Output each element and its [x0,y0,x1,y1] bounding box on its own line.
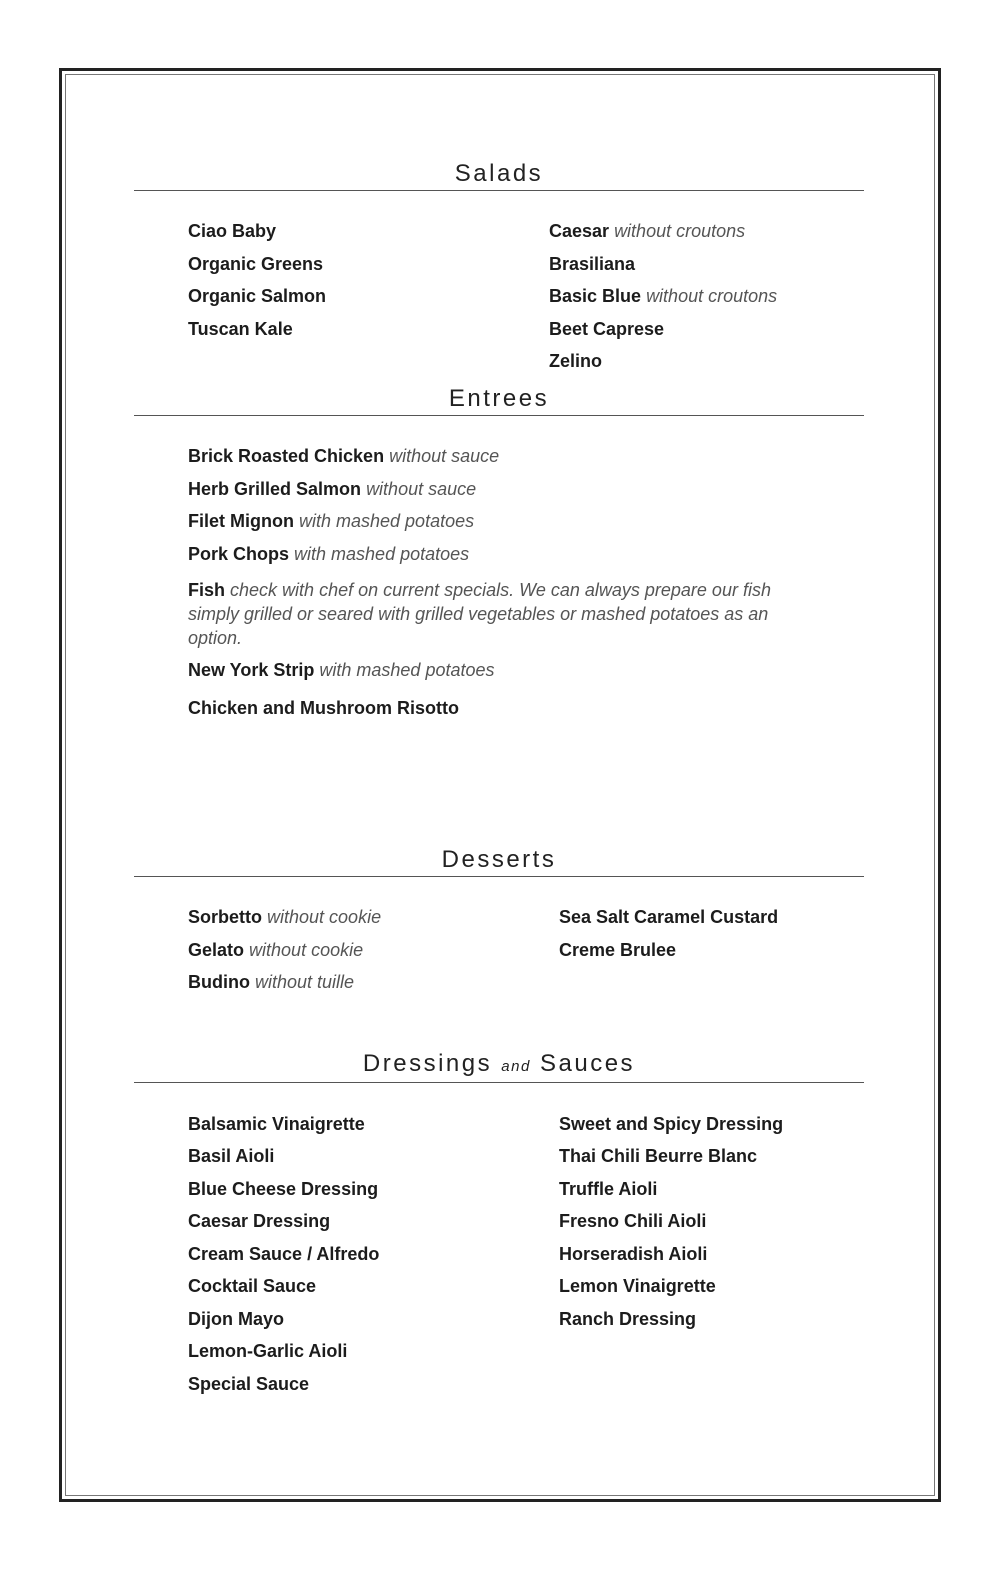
item-name: Ciao Baby [188,221,277,241]
menu-item [188,660,495,681]
item-name: Caesar Dressing [188,1211,331,1231]
menu-item [549,221,745,242]
item-name: Tuscan Kale [188,319,293,339]
menu-item [559,1114,783,1135]
menu-item [188,479,476,500]
item-name: Dijon Mayo [188,1309,285,1329]
item-name: Pork Chops [188,544,290,564]
item-note: without croutons [646,286,778,306]
item-name: Fish [188,580,226,600]
item-name: Lemon Vinaigrette [559,1276,716,1296]
item-name: Cocktail Sauce [188,1276,317,1296]
section-title-dressings [134,1050,864,1078]
menu-item [559,1244,707,1265]
menu-item [188,544,469,565]
section-divider [134,190,864,191]
item-name: Brick Roasted Chicken [188,446,385,466]
menu-item [188,1341,347,1362]
menu-item [549,351,602,372]
item-name: Lemon-Garlic Aioli [188,1341,348,1361]
item-name: Thai Chili Beurre Blanc [559,1146,758,1166]
item-note: without cookie [267,907,382,927]
item-name: Organic Greens [188,254,324,274]
menu-item [188,286,326,307]
section-divider [134,876,864,877]
item-name: Caesar [549,221,610,241]
menu-item [188,446,499,467]
section-divider [134,415,864,416]
item-name: Beet Caprese [549,319,665,339]
menu-item [188,221,276,242]
menu-item [188,940,363,961]
item-name: Organic Salmon [188,286,327,306]
menu-item [188,1179,378,1200]
menu-item [188,1211,330,1232]
menu-item [188,1276,316,1297]
item-note: without cookie [249,940,364,960]
menu-item [188,1309,284,1330]
title-part: Sauces [540,1050,636,1077]
menu-item [188,319,293,340]
item-name: Chicken and Mushroom Risotto [188,698,460,718]
section-title-desserts: Desserts [441,846,557,873]
item-name: Balsamic Vinaigrette [188,1114,365,1134]
item-note: without sauce [389,446,500,466]
section-title-entrees: Entrees [448,385,550,412]
item-note: check with chef on current specials. We can always prepare our fish simply grilled or seared with grilled vegetables or mashed potatoes as an option. [188,580,771,648]
menu-item [549,286,777,307]
item-name: Sorbetto [188,907,262,927]
menu-item [188,1146,274,1167]
item-name: Brasiliana [549,254,636,274]
item-name: Ranch Dressing [559,1309,697,1329]
item-name: Sea Salt Caramel Custard [559,907,779,927]
item-name: New York Strip [188,660,315,680]
item-name: Herb Grilled Salmon [188,479,362,499]
menu-item [549,254,635,275]
menu-item [559,1146,757,1167]
item-note: without sauce [366,479,477,499]
item-name: Horseradish Aioli [559,1244,708,1264]
item-note: without tuille [255,972,355,992]
item-name: Basil Aioli [188,1146,275,1166]
menu-item [188,511,474,532]
section-divider [134,1082,864,1083]
item-name: Filet Mignon [188,511,294,531]
item-name: Blue Cheese Dressing [188,1179,379,1199]
title-connector: and [501,1058,531,1075]
item-name: Special Sauce [188,1374,310,1394]
section-title-salads: Salads [454,160,544,187]
item-note: without croutons [614,221,746,241]
menu-item [559,1309,696,1330]
menu-item [559,1211,706,1232]
item-note: with mashed potatoes [299,511,475,531]
menu-item [188,972,354,993]
menu-item [188,1374,309,1395]
menu-item [559,907,778,928]
title-part: Dressings [362,1050,493,1077]
item-note: with mashed potatoes [319,660,495,680]
item-name: Truffle Aioli [559,1179,658,1199]
item-name: Creme Brulee [559,940,677,960]
menu-item [549,319,664,340]
menu-item [559,1179,657,1200]
menu-item [188,698,459,719]
menu-item [188,1244,379,1265]
menu-item [188,578,788,650]
item-name: Budino [188,972,250,992]
menu-item [559,940,676,961]
item-note: with mashed potatoes [294,544,470,564]
menu-item [188,1114,365,1135]
item-name: Zelino [549,351,602,371]
menu-item [188,254,323,275]
item-name: Cream Sauce / Alfredo [188,1244,380,1264]
menu-item [559,1276,716,1297]
item-name: Basic Blue [549,286,642,306]
item-name: Sweet and Spicy Dressing [559,1114,784,1134]
menu-item [188,907,381,928]
item-name: Fresno Chili Aioli [559,1211,707,1231]
item-name: Gelato [188,940,245,960]
